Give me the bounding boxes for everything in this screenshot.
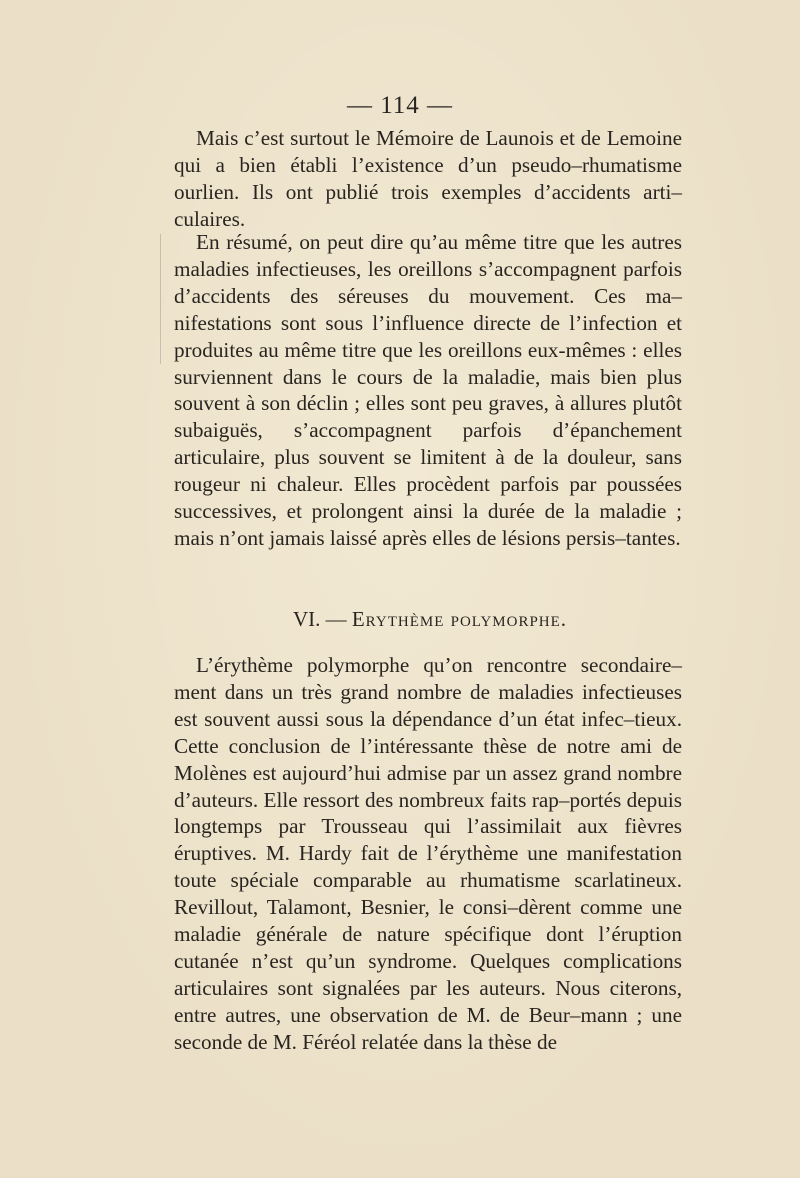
paragraph-resume: En résumé, on peut dire qu’au même titre que les autres maladies infectieuses, les oreillons s’accompagnent parfois d’accidents des séreuses du mouvement. Ces ma–nifestations sont sous l’influence directe de l’infection et produites au même titre que les oreillons eux-mêmes : elles surviennent dans le cours de la maladie, mais bien plus souvent à son déclin ; elles sont peu graves, à allures plutôt subaiguës, s’accompagnent parfois d’épanchement articulaire, plus souvent se limitent à de la douleur, sans rougeur ni chaleur. Elles procèdent parfois par poussées successives, et prolongent ainsi la durée de la maladie ; mais n’ont jamais laissé après elles de lésions persis–tantes. (174, 230, 682, 550)
section-title: Erythème polymorphe. (351, 607, 568, 631)
paragraph-erytheme: L’érythème polymorphe qu’on rencontre secondaire–ment dans un très grand nombre de maladies infectieuses est souvent aussi sous la dépendance d’un état infec–tieux. Cette conclusion de l’intéressante thèse de notre ami de Molènes est aujourd’hui admise par un assez grand nombre d’auteurs. Elle ressort des nombreux faits rap–portés depuis longtemps par Trousseau qui l’assimilait aux fièvres éruptives. M. Hardy fait de l’érythème une manifestation toute spéciale comparable au rhumatisme scarlatineux. Revillout, Talamont, Besnier, le consi–dèrent comme une maladie générale de nature spécifique dont l’éruption cutanée n’est qu’un syndrome. Quelques complications articulaires sont signalées par les auteurs. Nous citerons, entre autres, une observation de M. de Beur–mann ; une seconde de M. Féréol relatée dans la thèse de (174, 653, 682, 1054)
paragraph-block-2 (174, 229, 682, 552)
paragraph-block-3 (174, 652, 682, 1056)
section-heading (0, 607, 800, 632)
section-numeral: VI. — (292, 607, 347, 631)
margin-mark (160, 234, 161, 364)
page-number: — 114 — (346, 92, 454, 119)
paragraph-block-1 (174, 125, 682, 233)
paragraph-launois-lemoine: Mais c’est surtout le Mémoire de Launois et de Lemoine qui a bien établi l’existence d’un pseudo–rhumatisme ourlien. Ils ont publié trois exemples d’accidents arti–culaires. (174, 126, 682, 231)
